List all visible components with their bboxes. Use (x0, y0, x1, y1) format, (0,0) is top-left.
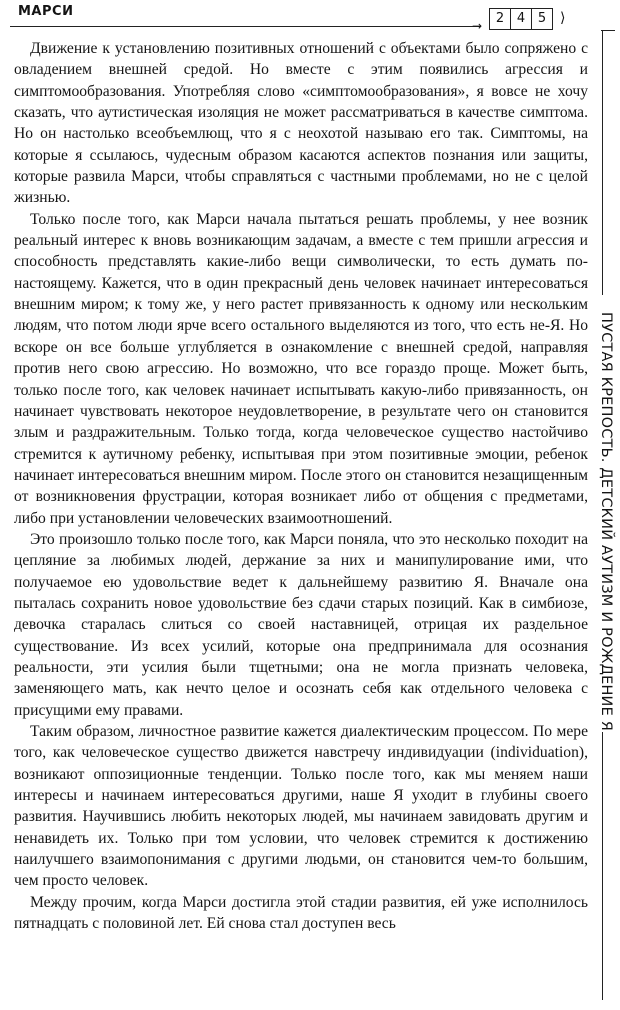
body-text (14, 38, 588, 934)
paragraph: Таким образом, личностное развитие кажется диалектическим процессом. По мере того, как человеческое существо движется навстречу индивидуации (individuation), возникают оппозиционные тенденции. Только после того, как мы меняем наши интересы и начинаем интересоваться другими, наше Я уходит в глубины своего развития. Научившись любить некоторых людей, мы начинаем завидовать другим и ненавидеть их. Только при том условии, что человек стремится к достижению наилучшего взаимопонимания с другими людьми, он становится чем-то большим, чем просто человек. (14, 723, 588, 890)
page-digit: 4 (511, 9, 532, 29)
header-rule (10, 26, 480, 27)
page-number (489, 8, 553, 30)
paragraph: Это произошло только после того, как Марси поняла, что это несколько походит на цепляние за любимых людей, держание за них и манипулирование ими, что получаемое ею удовольствие ведет к дальнейшему развитию Я. Вначале она пыталась сохранить новое удовольствие без сдачи старых позиций. Как в симбиозе, девочка старалась слиться со своей наставницей, отрицая их раздельное существование. Из всех усилий, которые она предпринимала для осознания реальности, эти усилия были тщетными; она не могла признать человека, заменяющего мать, как нечто целое и осознать себя как отдельного человека с присущими ему правами. (14, 530, 588, 719)
paragraph: Только после того, как Марси начала пытаться решать проблемы, у нее возник реальный интерес к вновь возникающим задачам, а вместе с тем пришли агрессия и способность представлять какие-либо вещи символически, то есть думать по-настоящему. Кажется, что в один прекрасный день человек начинает интересоваться внешним миром; к тому же, у него растет привязанность к одному или нескольким людям, что потом люди ярче всего остального выделяются из того, что есть не-Я. Но вскоре он все больше углубляется в ознакомление с внешней средой, направляя против него свою агрессию. Но возможно, что все гораздо проще. Может быть, только после того, как человек начинает испытывать какую-либо привязанность, он начинает чувствовать некоторое неудовлетворение, в результате чего он становится злым и раздражительным. Только тогда, когда человеческое существо настойчиво стремится к аутичному ребенку, испытывая при этом позитивные эмоции, ребенок начинает интересоваться внешним миром. После этого он становится незащищенным от возникновения фрустрации, которая возникает либо от общения с предметами, либо при установлении человеческих взаимоотношений. (14, 210, 588, 527)
header-arrow-icon: → (472, 19, 483, 33)
paragraph: Между прочим, когда Марси достигла этой стадии развития, ей уже исполнилось пятнадцать с половиной лет. Ей снова стал доступен весь (14, 893, 588, 933)
side-book-title: ПУСТАЯ КРЕПОСТЬ. ДЕТСКИЙ АУТИЗМ И РОЖДЕНИЕ Я (598, 312, 614, 732)
side-rule-top (602, 30, 603, 295)
paragraph: Движение к установлению позитивных отношений с объектами было сопряжено с овладением внешней средой. Но вместе с этим появились агрессия и симптомообразования. Употребляя слово «симптомообразования», я вовсе не хочу сказать, что аутистическая изоляция не может рассматриваться в качестве симптома. Но он настолько всеобъемлющ, что я с неохотой называю его так. Симптомы, на которые я ссылаюсь, чудесным образом касаются аспектов познания или защиты, которые развила Марси, чтобы справляться с частными проблемами, но не с целой жизнью. (14, 40, 588, 207)
page-digit: 2 (490, 9, 511, 29)
running-head: МАРСИ (18, 4, 74, 19)
page-arrow-icon: ⟩ (560, 10, 566, 26)
side-rule-bottom (602, 732, 603, 1000)
page-digit: 5 (537, 11, 547, 26)
